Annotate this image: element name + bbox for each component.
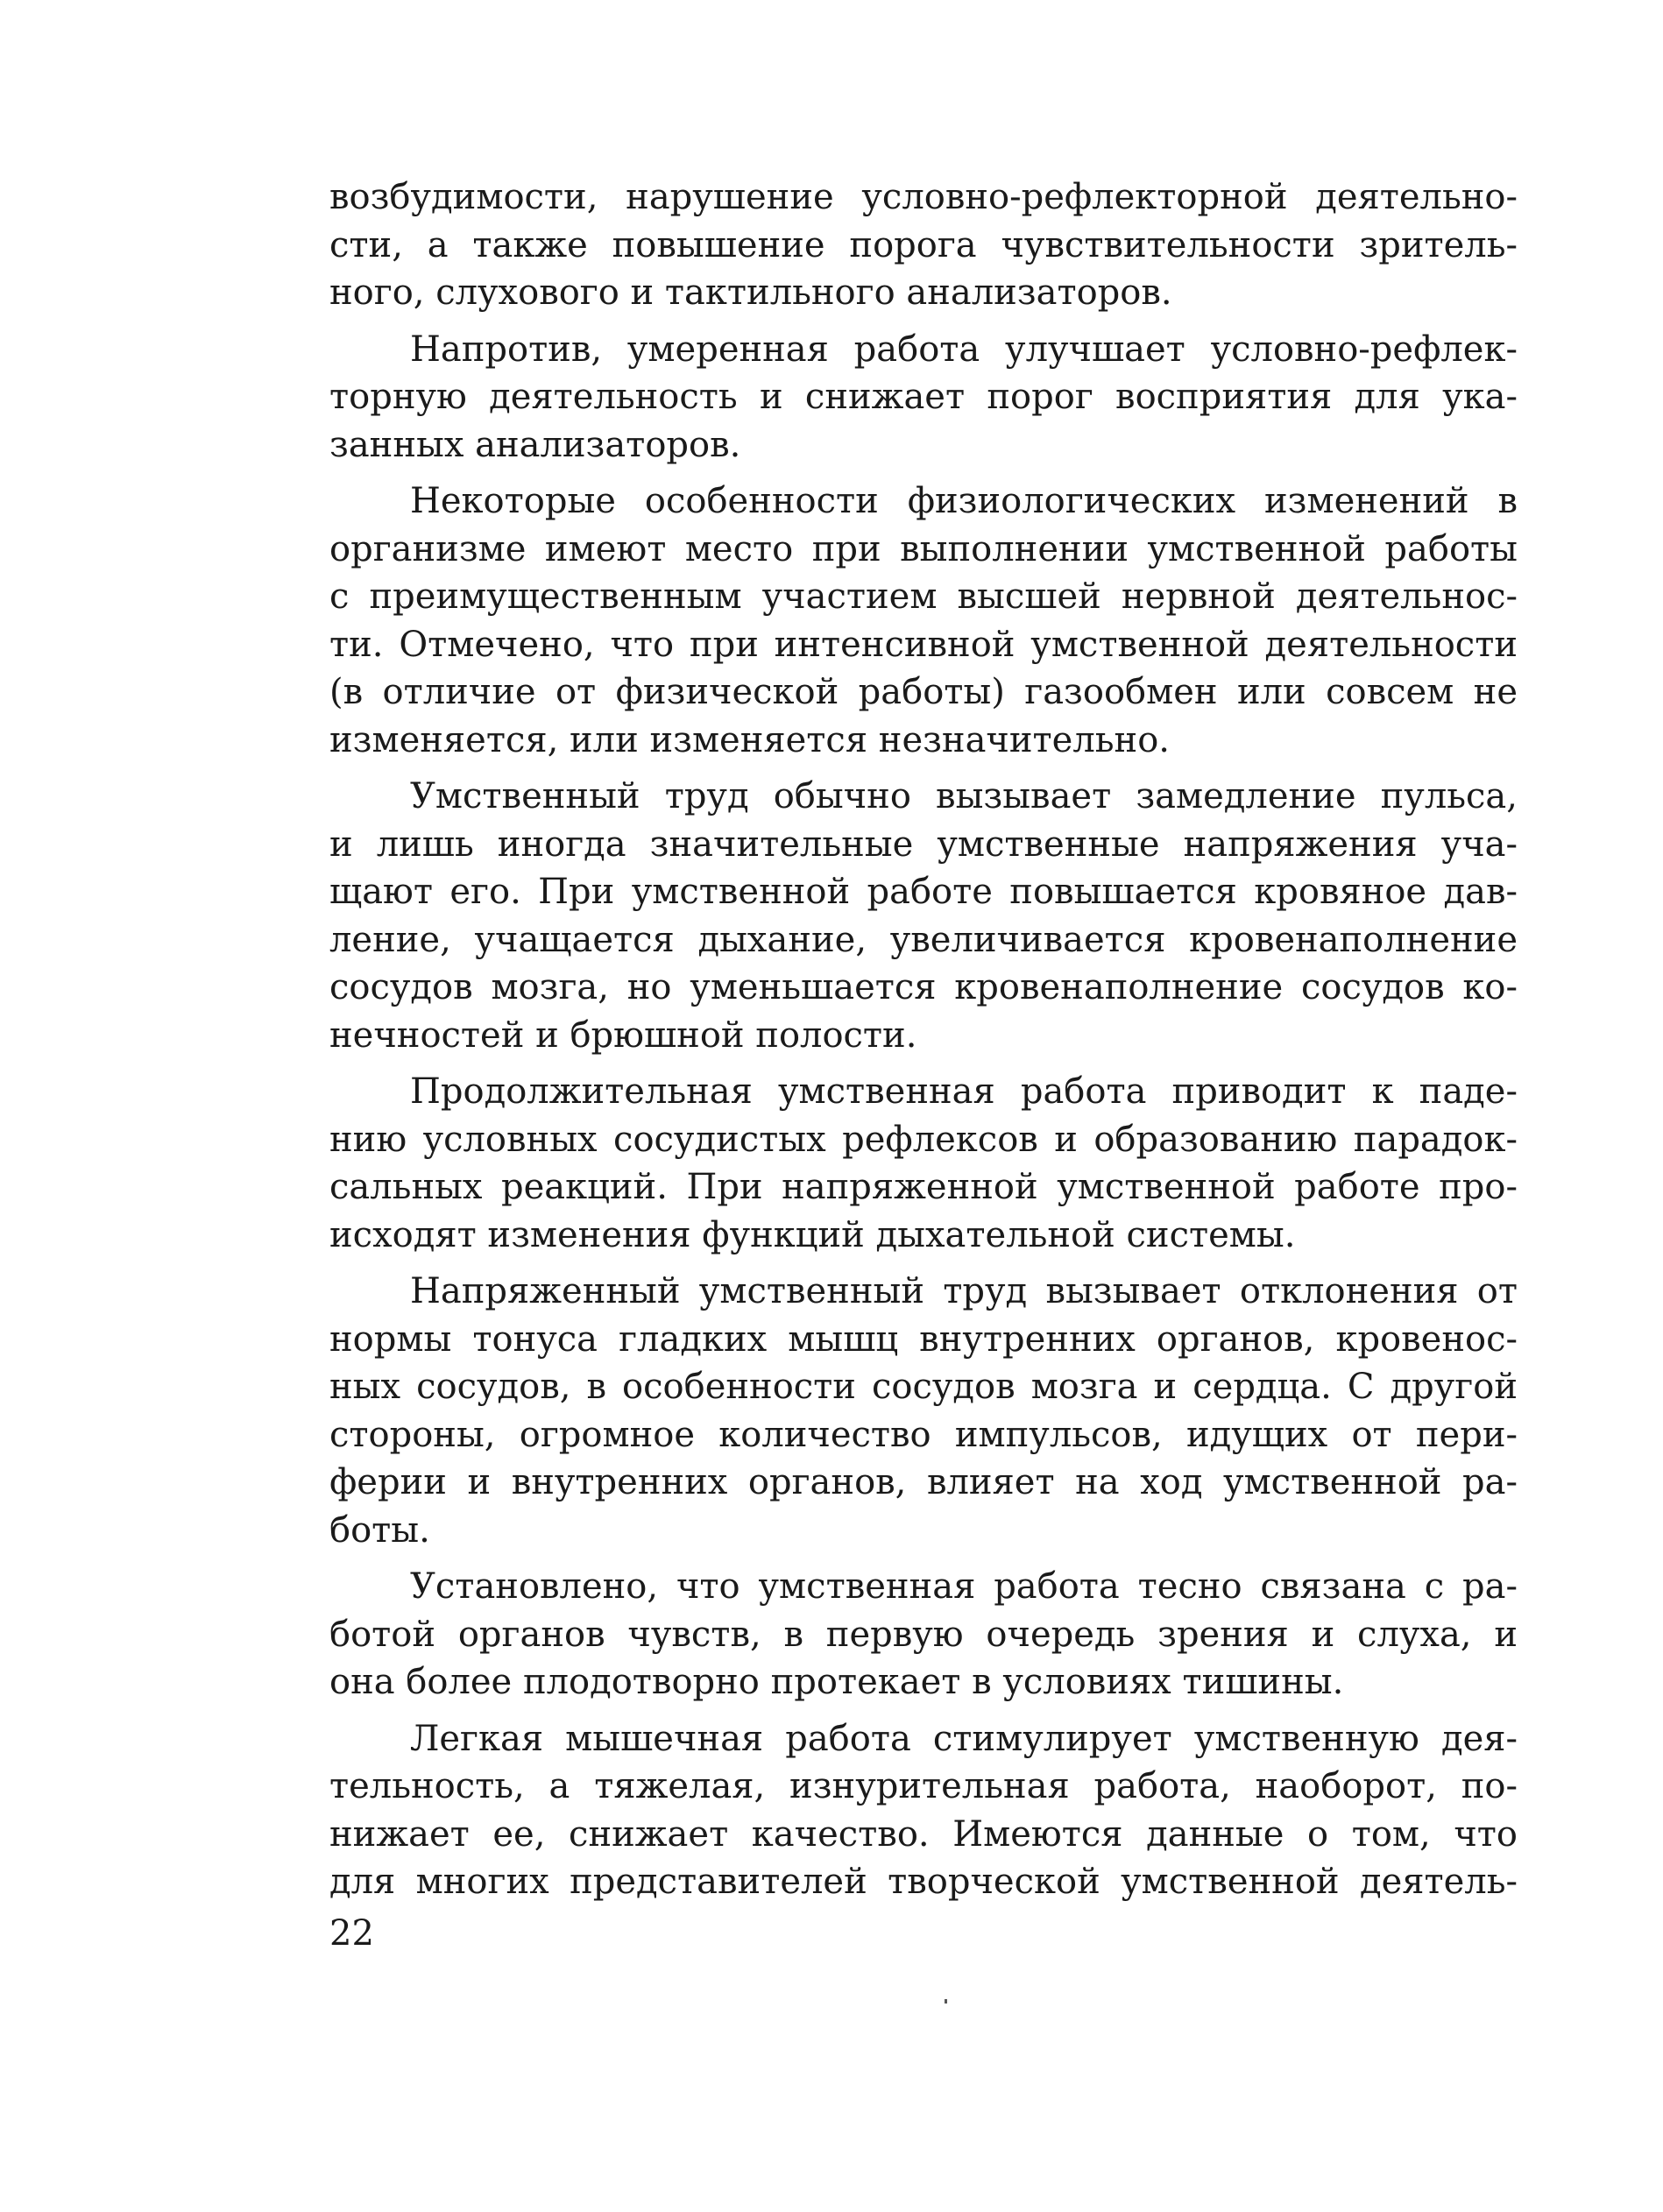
text-line: ных сосудов, в особенности сосудов мозга и сердца. С другой <box>329 1367 1518 1407</box>
text-line: сти, а также повышение порога чувствительности зритель- <box>329 224 1518 265</box>
paragraph <box>329 1068 1518 1259</box>
text-line: нию условных сосудистых рефлексов и образованию парадок- <box>329 1119 1518 1160</box>
text-line: с преимущественным участием высшей нервной деятельнос- <box>329 576 1518 617</box>
text-line: сосудов мозга, но уменьшается кровенаполнение сосудов ко- <box>329 967 1518 1007</box>
text-line: стороны, огромное количество импульсов, идущих от пери- <box>329 1414 1518 1455</box>
text-line: ботой органов чувств, в первую очередь зрения и слуха, и <box>329 1614 1518 1655</box>
text-line: Легкая мышечная работа стимулирует умственную дея- <box>410 1718 1518 1759</box>
text-line: Некоторые особенности физиологических изменений в <box>410 481 1518 521</box>
text-line: Продолжительная умственная работа приводит к паде- <box>410 1071 1518 1112</box>
text-line: нечностей и брюшной полости. <box>329 1014 917 1056</box>
text-line: для многих представителей творческой умственной деятель- <box>329 1862 1518 1902</box>
text-line: изменяется, или изменяется незначительно. <box>329 719 1170 760</box>
text-line: ти. Отмечено, что при интенсивной умственной деятельности <box>329 624 1518 665</box>
text-line: она более плодотворно протекает в условиях тишины. <box>329 1662 1344 1702</box>
paragraph <box>329 773 1518 1059</box>
text-line: Установлено, что умственная работа тесно связана с ра- <box>410 1566 1518 1607</box>
text-line: ление, учащается дыхание, увеличивается кровенаполнение <box>329 919 1518 960</box>
text-line: боты. <box>329 1509 430 1551</box>
text-line: занных анализаторов. <box>329 424 741 465</box>
text-line: Напряженный умственный труд вызывает отклонения от <box>410 1271 1518 1311</box>
text-line: нормы тонуса гладких мышц внутренних органов, кровенос- <box>329 1318 1518 1360</box>
text-line: щают его. При умственной работе повышается кровяное дав- <box>329 872 1518 912</box>
text-line: ферии и внутренних органов, влияет на ход умственной ра- <box>329 1462 1518 1502</box>
text-line: возбудимости, нарушение условно-рефлекторной деятельно- <box>329 177 1518 217</box>
paragraph <box>329 1268 1518 1554</box>
paragraph <box>329 326 1518 470</box>
text-line: Умственный труд обычно вызывает замедление пульса, <box>410 776 1518 816</box>
text-line: Напротив, умеренная работа улучшает условно-рефлек- <box>410 329 1518 370</box>
text-line: исходят изменения функций дыхательной системы. <box>329 1214 1296 1255</box>
paragraph <box>329 1715 1518 1906</box>
paragraph <box>329 477 1518 764</box>
page-number: 22 <box>329 1913 374 1954</box>
scan-speck <box>945 1999 947 2004</box>
body-text <box>329 173 1518 1906</box>
paragraph <box>329 173 1518 317</box>
text-line: ного, слухового и тактильного анализаторов. <box>329 272 1172 313</box>
text-line: и лишь иногда значительные умственные напряжения уча- <box>329 823 1518 865</box>
text-line: тельность, а тяжелая, изнурительная работа, наоборот, по- <box>329 1766 1518 1806</box>
text-line: сальных реакций. При напряженной умственной работе про- <box>329 1167 1518 1207</box>
text-line: организме имеют место при выполнении умственной работы <box>329 528 1518 569</box>
text-line: (в отличие от физической работы) газообмен или совсем не <box>329 672 1518 712</box>
text-line: нижает ее, снижает качество. Имеются данные о том, что <box>329 1813 1518 1855</box>
text-line: торную деятельность и снижает порог восприятия для ука- <box>329 377 1518 417</box>
paragraph <box>329 1563 1518 1707</box>
